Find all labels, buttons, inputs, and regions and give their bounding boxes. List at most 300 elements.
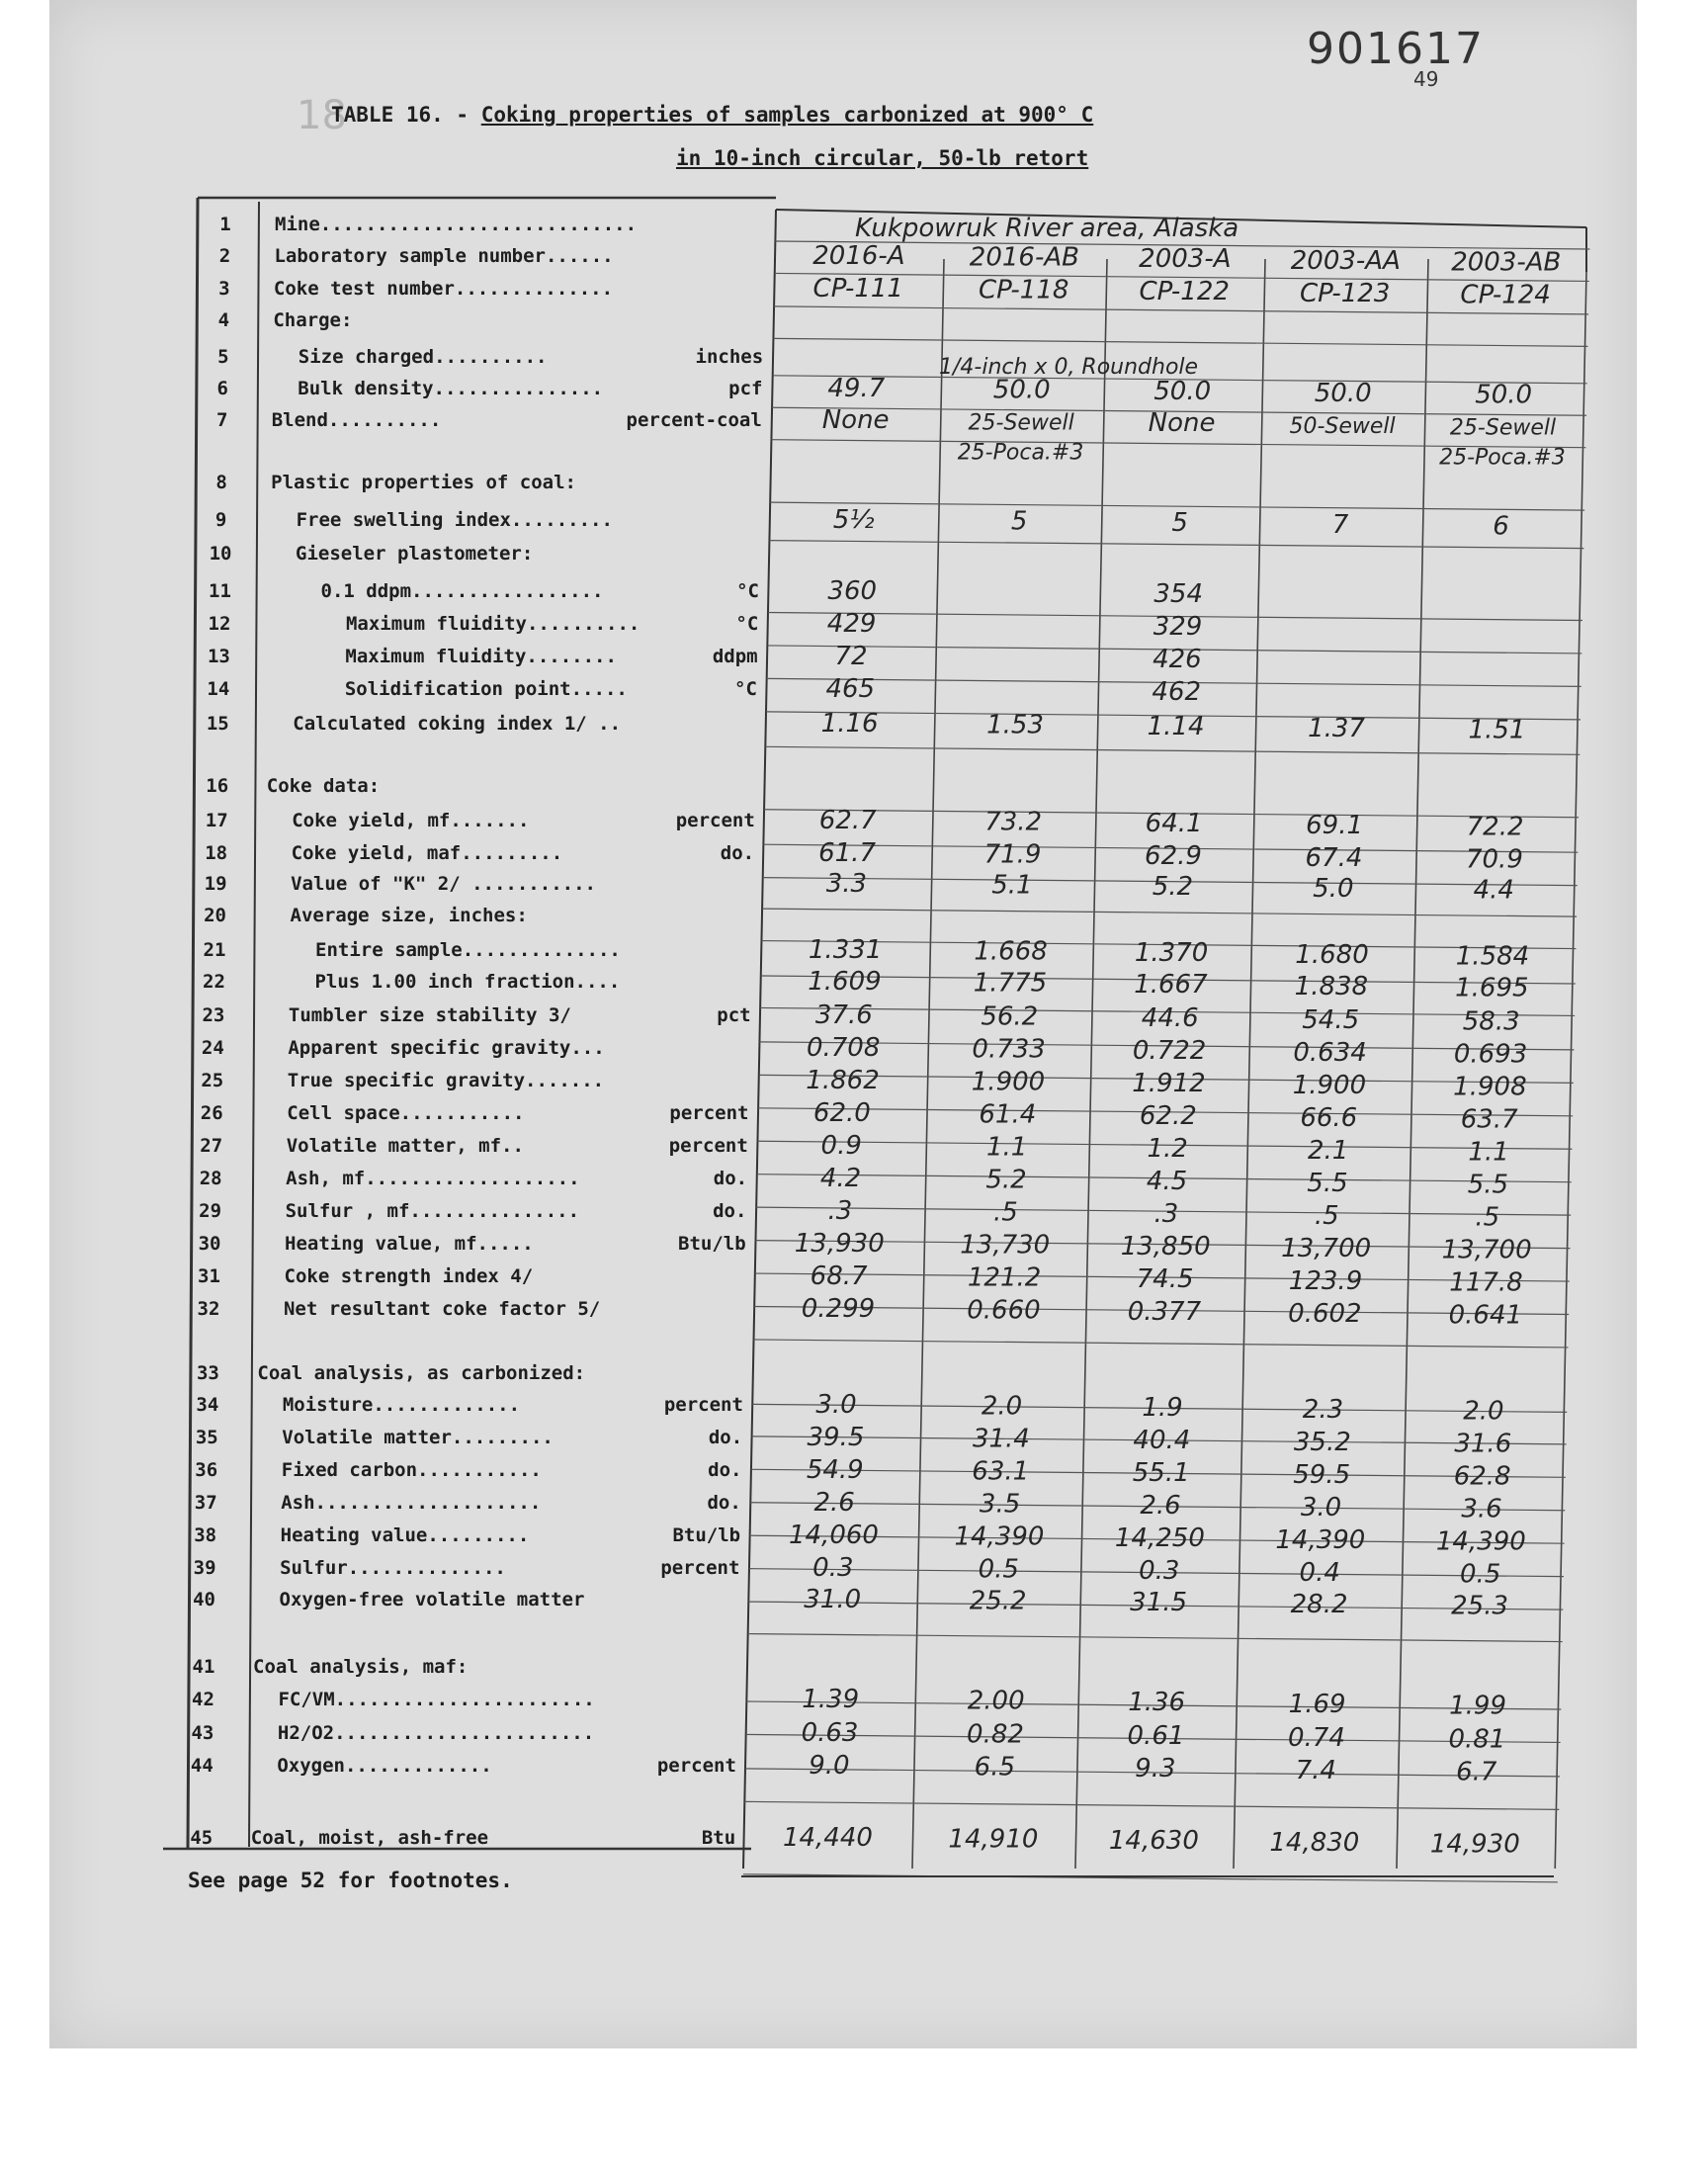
cell-h2o2-col-4: 0.74	[1287, 1722, 1345, 1753]
row-label: Heating value, mf.....	[285, 1233, 534, 1255]
row-number: 38	[194, 1524, 217, 1546]
cell-s21-col-2: 1.668	[974, 936, 1048, 967]
row-label: Free swelling index.........	[296, 509, 613, 531]
cell-p11-col-3: 354	[1153, 579, 1204, 610]
row-label: Charge:	[273, 309, 353, 331]
row-number: 39	[193, 1557, 216, 1579]
cell-y17-col-4: 69.1	[1306, 810, 1364, 840]
row-unit: ddpm	[712, 646, 758, 667]
row-unit: percent	[656, 1755, 736, 1777]
cell-p14-col-1: 465	[825, 674, 876, 704]
cell-asg-col-3: 0.722	[1132, 1036, 1207, 1067]
row-number: 12	[208, 613, 231, 635]
column-rule-3	[1234, 259, 1265, 1869]
row-number: 22	[203, 971, 225, 993]
row-label: Coal analysis, as carbonized:	[257, 1362, 586, 1384]
cell-tsg-col-2: 1.900	[971, 1067, 1046, 1097]
row-unit: °C	[736, 580, 759, 602]
row-number: 45	[190, 1827, 214, 1849]
row-label: Sulfur..............	[280, 1557, 506, 1579]
row-number: 20	[204, 905, 226, 926]
cell-p13-col-3: 426	[1153, 645, 1202, 675]
row-label: Oxygen-free volatile matter	[279, 1589, 585, 1610]
cell-y17-col-2: 73.2	[984, 807, 1043, 837]
row-label: Maximum fluidity........	[345, 646, 617, 667]
cell-vm-col-4: 2.1	[1307, 1135, 1349, 1166]
column-rule-4	[1397, 259, 1428, 1869]
cell-fsi-col-5: 6	[1493, 511, 1509, 542]
cell-vm-col-5: 1.1	[1468, 1137, 1509, 1168]
cell-sample-col-3: 2003-A	[1139, 244, 1232, 275]
cell-y17-col-1: 62.7	[818, 806, 877, 835]
cell-s22-col-3: 1.667	[1134, 970, 1208, 1000]
row-unit: °C	[735, 613, 759, 635]
cell-blend-col-5: 25-Sewell	[1449, 415, 1557, 441]
row-number: 26	[200, 1102, 223, 1124]
cell-cell-col-1: 62.0	[812, 1098, 871, 1128]
cell-blend-col-2: 25-Poca.#3	[957, 440, 1084, 466]
cell-tsg-col-3: 1.912	[1132, 1069, 1206, 1099]
row-number: 4	[217, 309, 230, 331]
ghost-mark: 18	[297, 93, 347, 138]
row-label: Entire sample..............	[315, 939, 621, 961]
mine-value: Kukpowruk River area, Alaska	[855, 214, 1239, 243]
cell-cs-col-4: 0.4	[1299, 1557, 1340, 1588]
cell-hv-col-2: 13,730	[960, 1230, 1051, 1261]
row-number: 31	[198, 1265, 220, 1287]
cell-asg-col-4: 0.634	[1293, 1037, 1367, 1068]
row-label: Bulk density...............	[298, 378, 604, 399]
cell-test-col-4: CP-123	[1299, 278, 1391, 308]
cell-cell-col-2: 61.4	[979, 1099, 1037, 1130]
row-number: 6	[216, 378, 228, 399]
cell-ash-col-1: 4.2	[819, 1164, 862, 1193]
row-number: 29	[199, 1200, 222, 1222]
row-label: Plus 1.00 inch fraction....	[314, 971, 621, 993]
cell-ox-col-4: 7.4	[1295, 1755, 1336, 1785]
cell-vm-col-2: 1.1	[986, 1132, 1028, 1163]
cell-y17-col-3: 64.1	[1145, 809, 1203, 839]
cell-s21-col-1: 1.331	[808, 935, 883, 965]
cell-cs-col-3: 0.3	[1139, 1556, 1180, 1587]
cell-tss-col-1: 37.6	[814, 1000, 873, 1030]
cell-ofvm-col-3: 31.5	[1130, 1588, 1188, 1618]
cell-nrcf-col-4: 0.602	[1288, 1298, 1362, 1329]
cell-nrcf-col-1: 0.299	[801, 1294, 876, 1324]
row-label: FC/VM.......................	[278, 1689, 595, 1710]
cell-test-col-1: CP-111	[812, 274, 903, 304]
cell-m-col-4: 2.3	[1302, 1394, 1344, 1425]
cell-hv-col-1: 13,930	[794, 1229, 885, 1259]
cell-csi-col-1: 68.7	[810, 1262, 868, 1291]
cell-y17-col-5: 72.2	[1466, 812, 1524, 842]
row-label: Mine............................	[275, 214, 638, 235]
row-unit: Btu	[701, 1827, 736, 1849]
cell-nrcf-col-2: 0.660	[967, 1295, 1041, 1326]
row-unit: percent-coal	[626, 409, 762, 431]
cell-y18-col-2: 71.9	[983, 839, 1042, 870]
row-label: Coke yield, mf.......	[292, 810, 530, 831]
cell-bulk-col-3: 50.0	[1153, 377, 1212, 407]
row-number: 40	[193, 1589, 215, 1610]
cell-m-col-5: 2.0	[1463, 1396, 1504, 1427]
cell-fc-col-3: 55.1	[1132, 1458, 1190, 1489]
cell-hv-col-3: 13,850	[1120, 1232, 1211, 1262]
row-label: Blend..........	[271, 409, 442, 431]
cell-ash-col-4: 5.5	[1307, 1168, 1348, 1198]
row-rule-9	[769, 541, 1583, 549]
cell-bulk-col-1: 49.7	[827, 374, 886, 403]
cell-chv-col-5: 14,390	[1435, 1526, 1526, 1557]
cell-blend-col-2: 25-Sewell	[968, 410, 1074, 436]
cell-csi-col-4: 123.9	[1288, 1265, 1363, 1296]
row-number: 30	[198, 1233, 221, 1255]
cell-fc-col-4: 59.5	[1293, 1459, 1351, 1490]
row-label: Apparent specific gravity...	[288, 1037, 605, 1059]
cell-fcvm-col-3: 1.36	[1128, 1688, 1186, 1718]
row-label: Value of "K" 2/ ...........	[291, 873, 596, 895]
cell-ofvm-col-4: 28.2	[1290, 1589, 1348, 1619]
cell-csi-col-2: 121.2	[967, 1262, 1042, 1293]
cell-blend-col-3: None	[1148, 408, 1216, 439]
row-number: 5	[217, 346, 229, 368]
cell-chv-col-3: 14,250	[1114, 1523, 1205, 1554]
row-number: 42	[192, 1689, 214, 1710]
cell-maf-col-1: 14,440	[782, 1823, 873, 1853]
cell-h2o2-col-5: 0.81	[1448, 1724, 1506, 1755]
size-charged-value: 1/4-inch x 0, Roundhole	[939, 355, 1199, 380]
cell-ox-col-5: 6.7	[1456, 1757, 1497, 1787]
cell-bulk-col-5: 50.0	[1475, 380, 1533, 410]
cell-test-col-2: CP-118	[979, 275, 1069, 305]
row-unit: do.	[713, 1168, 748, 1189]
row-number: 21	[203, 939, 226, 961]
column-rule-5	[1555, 272, 1586, 1869]
cell-cash-col-4: 3.0	[1300, 1492, 1342, 1522]
cell-cvm-col-1: 39.5	[807, 1423, 865, 1452]
row-label: Coke test number..............	[273, 278, 614, 300]
cell-ox-col-3: 9.3	[1135, 1754, 1176, 1784]
cell-cash-col-1: 2.6	[813, 1488, 855, 1518]
row-number: 17	[205, 810, 228, 831]
row-label: Volatile matter.........	[282, 1427, 554, 1448]
cell-fcvm-col-4: 1.69	[1288, 1689, 1346, 1719]
row-number: 19	[204, 873, 227, 895]
cell-tsg-col-1: 1.862	[806, 1066, 880, 1095]
cell-fsi-col-4: 7	[1331, 509, 1349, 540]
cell-s-col-1: .3	[827, 1196, 853, 1226]
row-unit: do.	[720, 842, 755, 864]
cell-blend-col-4: 50-Sewell	[1289, 413, 1396, 439]
row-label: Plastic properties of coal:	[271, 472, 577, 493]
row-label: Coal, moist, ash-free	[250, 1827, 489, 1849]
row-number: 14	[207, 678, 230, 700]
cell-bulk-col-4: 50.0	[1314, 378, 1372, 408]
row-unit: percent	[668, 1135, 748, 1157]
row-unit: inches	[695, 346, 764, 368]
cell-cvm-col-3: 40.4	[1133, 1426, 1191, 1456]
cell-fcvm-col-1: 1.39	[802, 1685, 860, 1714]
row-number: 36	[195, 1459, 218, 1481]
cell-s22-col-1: 1.609	[808, 967, 882, 997]
row-rule-15	[765, 746, 1580, 754]
row-unit: pcf	[728, 378, 763, 399]
cell-sample-col-2: 2016-AB	[969, 242, 1079, 273]
cell-sample-col-4: 2003-AA	[1290, 245, 1401, 276]
row-label: Calculated coking index 1/ ..	[293, 713, 622, 735]
cell-s-col-5: .5	[1475, 1202, 1500, 1233]
row-number-rule	[249, 202, 259, 1847]
cell-p12-col-1: 429	[826, 609, 877, 639]
cell-k-col-5: 4.4	[1473, 875, 1514, 906]
cell-ofvm-col-5: 25.3	[1451, 1591, 1509, 1621]
row-label: H2/O2.......................	[277, 1722, 595, 1744]
page-number: 901617	[1307, 24, 1485, 74]
row-label: Cell space...........	[287, 1102, 525, 1124]
row-label: Solidification point.....	[344, 678, 628, 700]
row-unit: percent	[669, 1102, 749, 1124]
row-label: Coke yield, maf.........	[291, 842, 563, 864]
cell-chv-col-4: 14,390	[1275, 1524, 1366, 1555]
cell-cvm-col-5: 31.6	[1454, 1429, 1512, 1459]
footnote: See page 52 for footnotes.	[188, 1869, 513, 1892]
row-rule-4	[773, 338, 1587, 346]
cell-k-col-1: 3.3	[825, 869, 868, 899]
row-label: Coke strength index 4/	[284, 1265, 534, 1287]
cell-cell-col-5: 63.7	[1460, 1104, 1518, 1135]
row-number: 27	[200, 1135, 223, 1157]
row-number: 2	[218, 245, 231, 267]
cell-m-col-3: 1.9	[1142, 1393, 1183, 1424]
row-label: Fixed carbon...........	[281, 1459, 542, 1481]
row-label: Average size, inches:	[290, 905, 528, 926]
row-number: 44	[190, 1755, 214, 1777]
cell-s21-col-3: 1.370	[1134, 938, 1209, 969]
cell-k-col-2: 5.1	[991, 870, 1033, 901]
cell-test-col-5: CP-124	[1460, 280, 1551, 310]
row-label: Sulfur , mf...............	[285, 1200, 580, 1222]
cell-fc-col-5: 62.8	[1453, 1461, 1511, 1492]
row-unit: °C	[734, 678, 757, 700]
row-unit: do.	[713, 1200, 747, 1222]
cell-hv-col-4: 13,700	[1281, 1233, 1372, 1263]
cell-h2o2-col-2: 0.82	[967, 1719, 1024, 1750]
row-label: True specific gravity.......	[287, 1070, 605, 1091]
cell-fsi-col-3: 5	[1171, 508, 1188, 539]
cell-maf-col-4: 14,830	[1269, 1827, 1360, 1858]
cell-fcvm-col-2: 2.00	[967, 1686, 1025, 1716]
cell-csi-col-3: 74.5	[1136, 1264, 1194, 1295]
cell-tsg-col-5: 1.908	[1453, 1072, 1527, 1102]
cell-fc-col-1: 54.9	[806, 1455, 864, 1485]
cell-ci-col-5: 1.51	[1468, 715, 1526, 745]
cell-cell-col-3: 62.2	[1139, 1101, 1197, 1132]
cell-cs-col-2: 0.5	[978, 1554, 1019, 1585]
cell-blend-col-5: 25-Poca.#3	[1439, 445, 1566, 471]
table-title-line2-text: in 10-inch circular, 50-lb retort	[676, 146, 1089, 170]
row-rule-44	[744, 1801, 1559, 1809]
row-number: 34	[196, 1394, 219, 1416]
cell-tss-col-3: 44.6	[1141, 1003, 1199, 1034]
cell-nrcf-col-3: 0.377	[1127, 1297, 1202, 1328]
cell-cvm-col-4: 35.2	[1293, 1427, 1351, 1457]
cell-ci-col-4: 1.37	[1308, 713, 1365, 743]
row-number: 24	[201, 1037, 224, 1059]
row-number: 3	[218, 278, 230, 300]
cell-cs-col-1: 0.3	[812, 1553, 854, 1583]
row-label: 0.1 ddpm.................	[320, 580, 604, 602]
cell-cash-col-3: 2.6	[1140, 1491, 1181, 1522]
cell-y18-col-5: 70.9	[1465, 844, 1523, 875]
row-label: Coke data:	[266, 775, 381, 797]
row-label: Tumbler size stability 3/	[288, 1004, 571, 1026]
cell-cell-col-4: 66.6	[1300, 1102, 1358, 1133]
row-number: 33	[196, 1362, 219, 1384]
cell-tsg-col-4: 1.900	[1292, 1070, 1367, 1100]
cell-k-col-3: 5.2	[1152, 872, 1194, 903]
row-number: 16	[206, 775, 229, 797]
cell-tss-col-5: 58.3	[1462, 1006, 1520, 1037]
row-unit: percent	[660, 1557, 740, 1579]
row-rule-40	[748, 1634, 1563, 1642]
row-number: 15	[206, 713, 229, 735]
cell-p11-col-1: 360	[827, 576, 878, 606]
row-number: 9	[214, 509, 227, 531]
row-label: Size charged..........	[298, 346, 548, 368]
cell-maf-col-3: 14,630	[1108, 1826, 1199, 1857]
cell-s21-col-4: 1.680	[1295, 939, 1369, 970]
cell-tss-col-2: 56.2	[981, 1001, 1039, 1032]
cell-ash-col-2: 5.2	[985, 1165, 1027, 1195]
cell-s22-col-2: 1.775	[973, 968, 1048, 999]
cell-bulk-col-2: 50.0	[992, 375, 1051, 405]
row-number: 8	[215, 472, 227, 493]
cell-ofvm-col-2: 25.2	[969, 1586, 1027, 1616]
cell-y18-col-3: 62.9	[1145, 841, 1202, 872]
cell-fsi-col-1: 5½	[832, 505, 875, 535]
cell-fcvm-col-5: 1.99	[1449, 1691, 1507, 1721]
row-number: 11	[209, 580, 231, 602]
row-label: Maximum fluidity..........	[345, 613, 640, 635]
cell-asg-col-2: 0.733	[972, 1034, 1046, 1065]
cell-tss-col-4: 54.5	[1302, 1004, 1360, 1035]
cell-y18-col-4: 67.4	[1305, 842, 1363, 873]
row-number: 13	[207, 646, 230, 667]
cell-sample-col-1: 2016-A	[812, 241, 905, 271]
row-rule-32	[754, 1340, 1569, 1348]
row-unit: Btu/lb	[672, 1524, 741, 1546]
row-unit: percent	[675, 810, 755, 831]
row-number: 35	[195, 1427, 218, 1448]
row-label: Volatile matter, mf..	[286, 1135, 524, 1157]
cell-vm-col-3: 1.2	[1147, 1134, 1188, 1165]
row-label: Ash, mf...................	[286, 1168, 580, 1189]
sub-number: 49	[1413, 67, 1439, 91]
cell-s21-col-5: 1.584	[1455, 941, 1530, 972]
cell-p12-col-3: 329	[1153, 612, 1203, 643]
cell-p14-col-3: 462	[1152, 677, 1202, 708]
cell-s22-col-4: 1.838	[1294, 971, 1369, 1001]
cell-chv-col-2: 14,390	[954, 1522, 1045, 1552]
cell-maf-col-2: 14,910	[948, 1824, 1039, 1855]
cell-cs-col-5: 0.5	[1460, 1559, 1501, 1590]
row-number: 37	[194, 1492, 217, 1514]
cell-ci-col-1: 1.16	[820, 709, 879, 739]
column-rule-1	[912, 259, 944, 1869]
row-label: Oxygen.............	[277, 1755, 492, 1777]
cell-cvm-col-2: 31.4	[972, 1424, 1030, 1454]
cell-test-col-3: CP-122	[1139, 277, 1230, 307]
row-number: 1	[219, 214, 231, 235]
cell-s-col-4: .5	[1314, 1200, 1339, 1231]
cell-p13-col-1: 72	[834, 642, 868, 671]
cell-asg-col-1: 0.708	[806, 1033, 881, 1063]
row-number: 43	[191, 1722, 214, 1744]
cell-m-col-1: 3.0	[815, 1390, 857, 1420]
row-label: Coal analysis, maf:	[253, 1656, 469, 1678]
row-number: 23	[202, 1004, 225, 1026]
row-number: 18	[205, 842, 228, 864]
cell-asg-col-5: 0.693	[1453, 1039, 1528, 1070]
table-title-prefix: TABLE 16. -	[331, 103, 481, 127]
row-number: 41	[192, 1656, 215, 1678]
cell-sample-col-5: 2003-AB	[1451, 247, 1562, 278]
row-number: 32	[197, 1298, 220, 1320]
row-label: Heating value.........	[280, 1524, 530, 1546]
column-rule-2	[1075, 259, 1107, 1869]
cell-ox-col-2: 6.5	[974, 1752, 1016, 1783]
cell-fsi-col-2: 5	[1010, 506, 1028, 537]
cell-y18-col-1: 61.7	[818, 838, 876, 868]
cell-s-col-3: .3	[1153, 1199, 1179, 1230]
row-number: 7	[215, 409, 228, 431]
cell-ci-col-3: 1.14	[1147, 712, 1205, 742]
row-unit: pct	[717, 1004, 751, 1026]
cell-ci-col-2: 1.53	[986, 710, 1045, 740]
row-unit: do.	[708, 1427, 743, 1448]
row-number: 25	[201, 1070, 224, 1091]
row-label: Ash....................	[281, 1492, 542, 1514]
cell-vm-col-1: 0.9	[820, 1131, 862, 1161]
cell-s-col-2: .5	[992, 1197, 1018, 1228]
row-unit: do.	[707, 1492, 741, 1514]
cell-cash-col-5: 3.6	[1461, 1494, 1502, 1524]
row-unit: percent	[663, 1394, 743, 1416]
cell-chv-col-1: 14,060	[788, 1521, 879, 1550]
row-number: 28	[199, 1168, 222, 1189]
cell-k-col-4: 5.0	[1313, 873, 1354, 904]
table-title-text: Coking properties of samples carbonized at 900° C	[480, 103, 1094, 127]
cell-hv-col-5: 13,700	[1441, 1235, 1532, 1265]
cell-h2o2-col-3: 0.61	[1127, 1721, 1185, 1752]
cell-blend-col-1: None	[821, 405, 890, 435]
cell-ofvm-col-1: 31.0	[804, 1585, 862, 1614]
cell-ash-col-3: 4.5	[1146, 1167, 1188, 1197]
row-unit: do.	[708, 1459, 742, 1481]
cell-csi-col-5: 117.8	[1449, 1267, 1523, 1298]
cell-cash-col-2: 3.5	[979, 1489, 1021, 1520]
row-label: Moisture.............	[282, 1394, 521, 1416]
row-label: Net resultant coke factor 5/	[283, 1298, 601, 1320]
cell-ox-col-1: 9.0	[809, 1751, 850, 1781]
cell-nrcf-col-5: 0.641	[1448, 1300, 1523, 1331]
cell-ash-col-5: 5.5	[1467, 1170, 1509, 1200]
row-number: 10	[209, 543, 232, 565]
value-area-left-rule	[743, 210, 776, 1869]
row-unit: Btu/lb	[678, 1233, 746, 1255]
cell-m-col-2: 2.0	[981, 1391, 1023, 1422]
cell-s22-col-5: 1.695	[1455, 973, 1529, 1003]
